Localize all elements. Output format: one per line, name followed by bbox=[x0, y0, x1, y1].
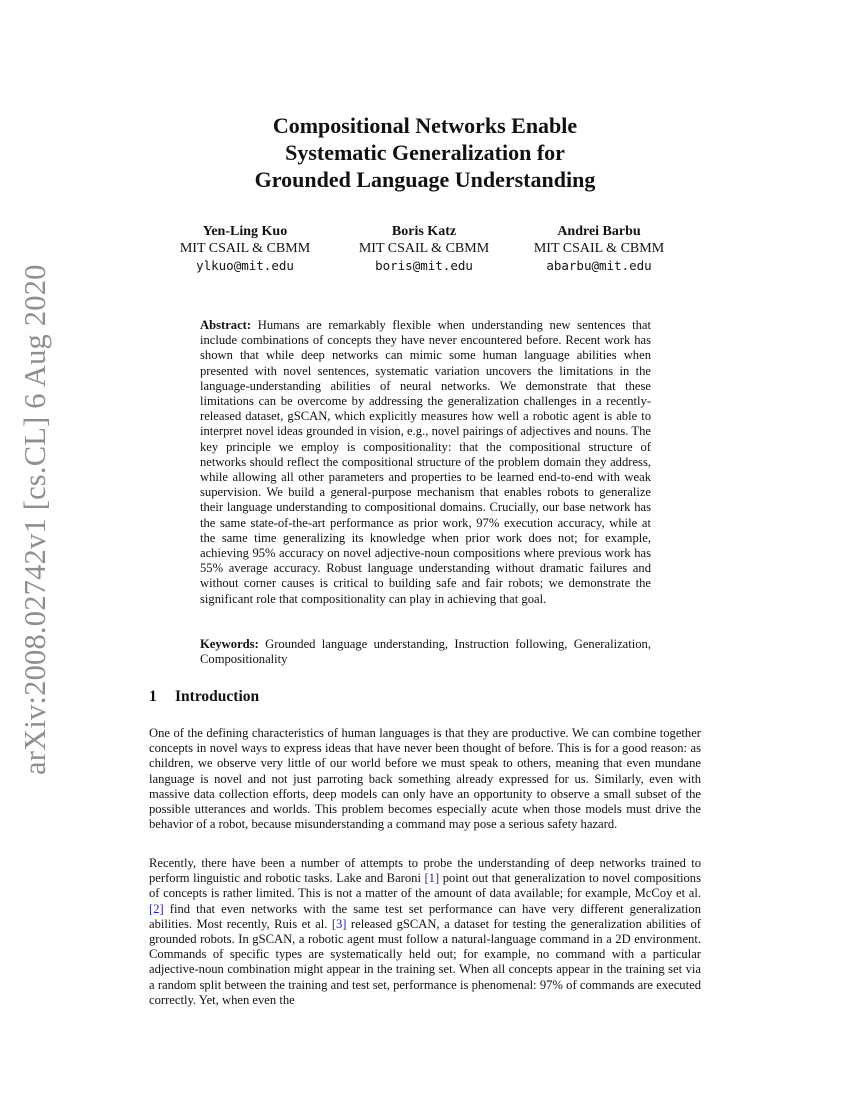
paragraph-text: Recently, there have been a number of attempts to probe the understanding of deep networks trained to perform linguistic and robotic tasks. Lake and Baroni bbox=[149, 856, 701, 886]
author-name: Andrei Barbu bbox=[557, 224, 641, 239]
section-number: 1 bbox=[149, 688, 157, 705]
keywords-text: Grounded language understanding, Instruction following, Generalization, Compositionality bbox=[200, 637, 651, 667]
paper-title bbox=[0, 112, 850, 193]
abstract bbox=[200, 318, 651, 607]
keywords bbox=[200, 637, 651, 667]
citation-link[interactable]: [1] bbox=[424, 871, 440, 886]
author-name: Boris Katz bbox=[391, 224, 457, 239]
author-email: boris@mit.edu bbox=[375, 258, 473, 273]
arxiv-identifier-stamp: arXiv:2008.02742v1 [cs.CL] 6 Aug 2020 bbox=[18, 264, 52, 775]
body-paragraph bbox=[149, 856, 701, 1008]
author-email: ylkuo@mit.edu bbox=[196, 258, 294, 273]
author-affiliation: MIT CSAIL & CBMM bbox=[179, 241, 311, 256]
author-affiliation: MIT CSAIL & CBMM bbox=[533, 241, 665, 256]
author-name: Yen-Ling Kuo bbox=[202, 224, 288, 239]
section-title: Introduction bbox=[175, 688, 260, 705]
title-line: Grounded Language Understanding bbox=[254, 167, 596, 192]
keywords-label: Keywords: bbox=[200, 637, 259, 651]
title-line: Compositional Networks Enable bbox=[272, 113, 578, 138]
abstract-label: Abstract: bbox=[200, 318, 252, 332]
body-paragraph: One of the defining characteristics of human languages is that they are productive. We can combine together concepts in novel ways to express ideas that have never been thought of before. This is for a good reason: as children, we observe very little of our world before we must speak to others, meaning that even mundane language is novel and not just parroting back something already expressed for us. Similarly, even with massive data collection efforts, deep models can only have an opportunity to observe a small subset of the possible utterances and worlds. This problem becomes especially acute when those models must drive the behavior of a robot, because misunderstanding a command may pose a serious safety hazard. bbox=[149, 726, 701, 832]
citation-link[interactable]: [3] bbox=[331, 916, 347, 931]
author-affiliation: MIT CSAIL & CBMM bbox=[358, 241, 490, 256]
paragraph-text: released gSCAN, a dataset for testing the generalization abilities of grounded robots. In gSCAN, a robotic agent must follow a natural-language command in a 2D environment. Commands of specific types are systematically held out; for example, no command with a particular adjective-noun combination might appear in the training set. When all concepts appear in the training set via a random split between the training and test set, performance is phenomenal: 97% of commands are executed correctly. Yet, when even the bbox=[149, 916, 701, 1007]
citation-link[interactable]: [2] bbox=[149, 901, 164, 916]
author-block bbox=[494, 223, 704, 274]
abstract-text: Humans are remarkably flexible when understanding new sentences that include combinations of concepts they have never encountered before. Recent work has shown that while deep networks can mimic some human language abilities when presented with novel sentences, systematic variation uncovers the limitations in the language-understanding abilities of neural networks. We demonstrate that these limitations can be overcome by addressing the generalization challenges in a recently-released dataset, gSCAN, which explicitly measures how well a robotic agent is able to interpret novel ideas grounded in vision, e.g., novel pairings of adjectives and nouns. The key principle we employ is compositionality: that the compositional structure of networks should reflect the compositional structure of the problem domain they address, while allowing all other parameters and properties to be learned end-to-end with weak supervision. We build a general-purpose mechanism that enables robots to generalize their language understanding to compositional domains. Crucially, our base network has the same state-of-the-art performance as prior work, 97% execution accuracy, while at the same time generalizing its knowledge when prior work does not; for example, achieving 95% accuracy on novel adjective-noun compositions where previous work has 55% average accuracy. Robust language understanding without dramatic failures and without corner causes is critical to building safe and fair robots; we demonstrate the significant role that compositionality can play in achieving that goal. bbox=[200, 318, 651, 606]
section-heading bbox=[149, 687, 259, 707]
paragraph-text: point out that generalization to novel compositions of concepts is rather limited. This is not a matter of the amount of data available; for example, McCoy et al. bbox=[149, 871, 701, 901]
paragraph-text: find that even networks with the same test set performance can have very different generalization abilities. Most recently, Ruis et al. bbox=[149, 901, 701, 931]
author-email: abarbu@mit.edu bbox=[546, 258, 652, 273]
title-line: Systematic Generalization for bbox=[285, 140, 565, 165]
